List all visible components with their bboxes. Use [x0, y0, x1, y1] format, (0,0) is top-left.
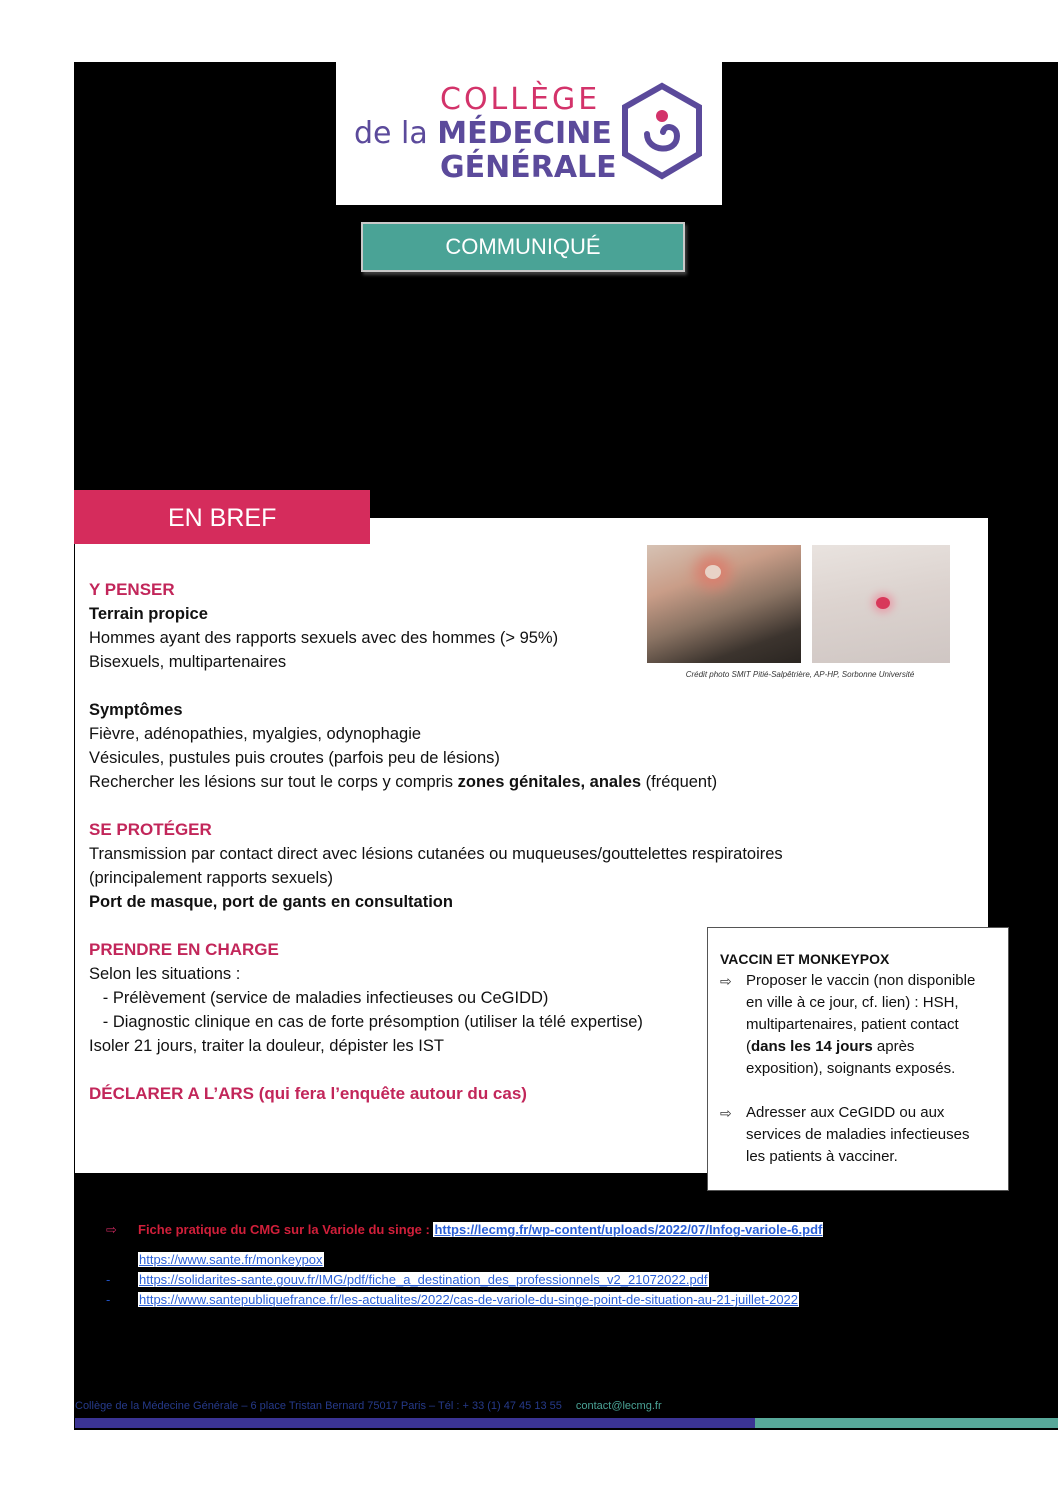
text-line: Selon les situations :: [89, 965, 241, 983]
logo-line-medecine: de la MÉDECINE: [354, 116, 612, 151]
brief-tab: EN BREF: [74, 490, 370, 544]
link-sante-publique-france[interactable]: https://www.santepubliquefrance.fr/les-actualites/2022/cas-de-variole-du-singe-point-de-situation-au-21-juillet-2022: [139, 1292, 799, 1307]
text-line: Hommes ayant des rapports sexuels avec des hommes (> 95%): [89, 629, 559, 647]
text-line: Isoler 21 jours, traiter la douleur, dépister les IST: [89, 1037, 444, 1055]
lesion-photo-skin: [812, 545, 950, 663]
footer-bar-teal: [755, 1418, 1058, 1428]
subtitle-symptomes: Symptômes: [89, 701, 183, 719]
link-fiche-pratique[interactable]: https://lecmg.fr/wp-content/uploads/2022/07/Infog-variole-6.pdf: [434, 1222, 823, 1237]
college-logo: [336, 62, 722, 205]
link-row-solidarites: - https://solidarites-sante.gouv.fr/IMG/pdf/fiche_a_destination_des_professionnels_v2_21072022.pdf: [106, 1272, 708, 1287]
arrow-right-icon: ⇨: [720, 973, 732, 989]
hexagon-logo-icon: [619, 82, 705, 182]
arrow-right-icon: ⇨: [720, 1105, 732, 1121]
logo-line-college: COLLÈGE: [440, 82, 601, 117]
link-row-fiche: ⇨ Fiche pratique du CMG sur la Variole du singe : https://lecmg.fr/wp-content/uploads/2022/07/Infog-variole-6.pdf: [106, 1222, 823, 1237]
text-line: Fièvre, adénopathies, myalgies, odynophagie: [89, 725, 422, 743]
footer-address: Collège de la Médecine Générale – 6 place Tristan Bernard 75017 Paris – Tél : + 33 (1) 47 45 13 55: [75, 1400, 562, 1412]
vaccine-title: VACCIN ET MONKEYPOX: [720, 951, 890, 967]
link-solidarites-sante[interactable]: https://solidarites-sante.gouv.fr/IMG/pdf/fiche_a_destination_des_professionnels_v2_21072022.pdf: [139, 1272, 708, 1287]
footer: [75, 1400, 662, 1412]
section-title-prendre-en-charge: PRENDRE EN CHARGE: [89, 940, 279, 959]
arrow-right-icon: ⇨: [106, 1222, 117, 1237]
brief-content: [89, 578, 783, 1106]
communique-banner: COMMUNIQUÉ: [361, 222, 685, 272]
subtitle-terrain: Terrain propice: [89, 605, 208, 623]
link-sante-monkeypox[interactable]: https://www.sante.fr/monkeypox: [139, 1252, 323, 1267]
vaccine-item-propose: ⇨ Proposer le vaccin (non disponible en ville à ce jour, cf. lien) : HSH, multipartenaires, patient contact (dans les 14 jours après exposition), soignants exposés.: [720, 972, 976, 1077]
vaccine-item-adresser: ⇨ Adresser aux CeGIDD ou aux services de maladies infectieuses les patients à vacciner.: [720, 1104, 970, 1165]
footer-bar-purple: [75, 1418, 755, 1428]
text-line-bold: Port de masque, port de gants en consultation: [89, 893, 453, 911]
link-row-sante: [100, 1252, 1000, 1272]
text-line: Vésicules, pustules puis croutes (parfois peu de lésions): [89, 749, 500, 767]
reference-links: [100, 1222, 1000, 1312]
text-line: Transmission par contact direct avec lésions cutanées ou muqueuses/gouttelettes respiratoires: [89, 845, 783, 863]
logo-line-generale: GÉNÉRALE: [440, 150, 617, 185]
section-title-se-proteger: SE PROTÉGER: [89, 820, 212, 839]
text-line: - Diagnostic clinique en cas de forte présomption (utiliser la télé expertise): [89, 1013, 643, 1031]
text-line: - Prélèvement (service de maladies infectieuses ou CeGIDD): [89, 989, 549, 1007]
link-row-santepubliquefrance: - https://www.santepubliquefrance.fr/les-actualites/2022/cas-de-variole-du-singe-point-de-situation-au-21-juillet-2022: [106, 1292, 799, 1307]
text-line: Bisexuels, multipartenaires: [89, 653, 287, 671]
section-title-declarer: DÉCLARER A L’ARS (qui fera l’enquête autour du cas): [89, 1084, 527, 1103]
footer-email[interactable]: contact@lecmg.fr: [575, 1400, 662, 1412]
section-title-y-penser: Y PENSER: [89, 580, 175, 599]
photo-credit: Crédit photo SMIT Pitié-Salpêtrière, AP-HP, Sorbonne Université: [685, 670, 915, 679]
text-line: (principalement rapports sexuels): [89, 869, 333, 887]
text-line-lesions: Rechercher les lésions sur tout le corps y compris zones génitales, anales (fréquent): [89, 773, 718, 791]
vaccine-box: [707, 927, 1009, 1191]
